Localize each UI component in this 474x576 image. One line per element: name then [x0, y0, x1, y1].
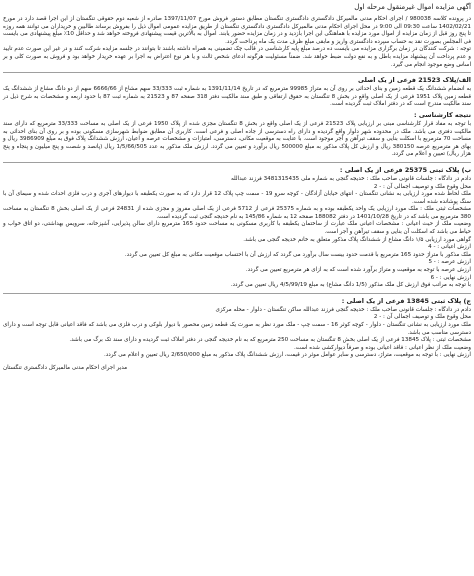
- section3-heading: ج) پلاک ثبتی 13845 فرعی از یک اصلی :: [341, 296, 471, 305]
- section2-body: دادم در دادگاه : جلسات قانونی صاحب ملک : خدیجه گنجی به شماره ملی 3481315435 فرزند عبدالله محل وقوع ملک و توصیف اجمالی آن : - 2 ملک لحاظ شده مورد ارزیابی به نشانی تنگستان - انتهای خیابان آزادگان - کوچه سرو 19 - سمت چپ پلاک 12 قرار دارد که به صورت یکطبقه با دیوارهای آجری و درب فلزی احداث شده و سیمای آن با سنگ پوشانده شده است. مشخصات ثبتی ملک : ملک مورد ارزیابی یک واحد یکطبقه بوده و به شماره 25375 فرعی از 5712 فرعی از یک اصلی مفروز و مجزی شده از 24831 فرعی از یک اصلی بخش 8 تنگستان به مساحت 380 مترمربع می باشد که در تاریخ 1401/10/28 در دفتر 188082 صفحه 12 به شماره 145/86 به نام خدیجه گنجی ثبت گردیده است. وضعیت ملک از حیث اعیانی : مشخصات اعیانی ملک عبارت از ساختمان یکطبقه با کاربری مسکونی به مساحت حدود 165 مترمربع دارای سالن پذیرایی، آشپزخانه، سرویس بهداشتی، دو اتاق خواب و حیاط می باشد که اسکلت آن بنایی و سقف تیرآهن و آجر است. گواهی مورد ارزیابی ۱/۵ دانگ مشاع از ششدانگ پلاک مذکور متعلق به خانم خدیجه گنجی می باشد. ارزش اعیانی : - 4 ملک مذکور با متراژ حدود 165 مترمربع با قدمت حدود بیست سال برآورد می گردد که ارزش آن با احتساب موقعیت مکانی به مبلغ کل تعیین می گردد. ارزش عرصه : - 5 ارزش عرصه با توجه به موقعیت و متراژ برآورد شده است که به ازای هر مترمربع تعیین می گردد. ارزش نهایی : - 6 با توجه به مراتب فوق ارزش کل ملک مذکور (1/5 دانگ مشاع) به مبلغ 4/5/99/19 ریال تعیین می گردد.: [3, 175, 471, 289]
- expert-body: با توجه به مفاد قرار کارشناسی مبنی بر ارزیابی پلاک 21523 فرعی از یک اصلی واقع در بخش 8 تنگستان مجزی شده از پلاک 1950 فرعی از یک اصلی به مساحت 33/333 مترمربع که دارای سند مالکیت دفتری می باشد. ملک در محدوده شهر دلوار واقع گردیده و دارای راه دسترسی از جاده اصلی و فرعی است. کاربری آن مطابق ضوابط شهرسازی مسکونی بوده و بر روی آن بنای احداثی به مساحت 70 مترمربع با اسکلت بنایی و سقف تیرآهن و آجر موجود است. با عنایت به موقعیت مکانی، دسترسی، امتیازات و مشخصات عرصه و اعیان، ارزش ششدانگ پلاک فوق به مبلغ 3986909 ریال و بهای هر مترمربع عرصه 380150 ریال و ارزش کل پلاک مذکور به مبلغ 500000 ریال برآورد و تعیین می گردد. ارزش ملک مذکور به عدد 1/5/66/505 ریال (پانصد و شصت و پنج میلیون و پنجاه و پنج هزار ریال) تعیین و اعلام می گردد.: [3, 120, 472, 158]
- section2-heading: ب) پلاک ثبتی 25375 فرعی از یک اصلی :: [339, 165, 471, 174]
- section1-body: به انضمام ششدانگ یک قطعه زمین و بنای احداثی بر روی آن به متراژ 99985 مترمربع که در تاریخ 1391/11/14 به شماره ثبت 33/333 سهم مشاع از 6666/66 سهم از دو دانگ مشاع از ششدانگ یک قطعه زمین پلاک 1951 فرعی از یک اصلی واقع در بخش 8 تنگستان به حقوق ارتفاقی و طبق سند مالکیت دفتر 318 صفحه 87 و 21523 به شماره ثبت 87 با حدود اربعه و مشخصات به شرح ذیل در سند مالکیت مندرج است که در دفتر املاک ثبت گردیده است.: [3, 86, 472, 108]
- document-title: آگهی مزایده اموال غیرمنقول مرحله اول: [354, 3, 471, 11]
- signature-line: مدیر اجرای احکام مدنی مالمیرکل دادگستری تنگستان: [3, 364, 128, 371]
- section1-heading: الف/پلاک 21523 فرعی از یک اصلی: [358, 76, 471, 85]
- intro-paragraph: در پرونده کلاسه 980038 / اجرای احکام مدنی مالمیرکل دادگستری دادگستری تنگستان مطابق دستور فروش مورخ 1397/11/07 صادره از شعبه دوم حقوقی تنگستان از این اجرا قصد دارد در مورخ 1402/02/21 ساعت 09:30 الی 9:00 در محل اجرای احکام مدنی مالمیرکل دادگستری دادگستری تنگستان از طریق مزایده عمومی اموال ذیل را بفروش برساند طالبین و خریداران می توانند همه روزه تا پنج روز قبل از زمان مزایده از اموال مورد مزایده با هماهنگی این اجرا بازدید و در زمان مزایده حضور یابند. اموال به بالاترین قیمت پیشنهادی فروخته خواهد شد و حداقل 10٪ مبلغ پیشنهادی می بایست فی المجلس بصورت نقد به حساب سپرده دادگستری واریز و مابقی مبلغ ظرف مدت یک ماه پرداخت گردد.: [3, 16, 471, 45]
- expert-heading: نتیجه کارشناسی :: [414, 110, 471, 119]
- section-divider: [3, 162, 471, 163]
- section-divider: [3, 293, 471, 294]
- section3-body: دادم در دادگاه : جلسات قانونی صاحب ملک : خدیجه گنجی فرزند عبدالله ساکن تنگستان - دلوار - محله مرکزی محل وقوع ملک و توصیف اجمالی آن : - 2 ملک مورد ارزیابی به نشانی تنگستان - دلوار - کوچه کوثر 16 - سمت چپ - ملک مورد نظر به صورت یک قطعه زمین محصور با دیوار بلوکی و درب فلزی می باشد که فاقد اعیانی قابل توجه است و دارای دسترسی مناسب می باشد. مشخصات ثبتی : پلاک 13845 فرعی از یک اصلی بخش 8 تنگستان به مساحت 250 مترمربع که به نام خدیجه گنجی در دفتر املاک ثبت گردیده و دارای سند تک برگ می باشد. وضعیت ملک از نظر اعیانی : فاقد اعیانی بوده و صرفاً دیوارکشی شده است. ارزش نهایی : با توجه به موقعیت، متراژ، دسترسی و سایر عوامل موثر در قیمت، ارزش ششدانگ پلاک مذکور به مبلغ 2/650/000 ریال تعیین و اعلام می گردد.: [3, 306, 471, 359]
- intro-note-paragraph: توجه : شرکت کنندگان در زمان برگزاری مزایده می بایست ده درصد مبلغ پایه کارشناسی در قالب چک تضمینی به همراه داشته باشند تا بتوانند در جلسه مزایده شرکت کنند و در غیر این صورت عدم تایید و عدم پرداخت آن پیشنهاد مزایده باطل و به نفع دولت ضبط خواهد شد. ضمناً مسئولیت هرگونه ادعای شخص ثالث و یا هر نوع اعتراض به اجرا بر عهده خریدار خواهد بود و فروش به صورت کلی و بر اساس وضع موجود انجام می گیرد.: [3, 46, 471, 68]
- section-divider: [3, 72, 471, 73]
